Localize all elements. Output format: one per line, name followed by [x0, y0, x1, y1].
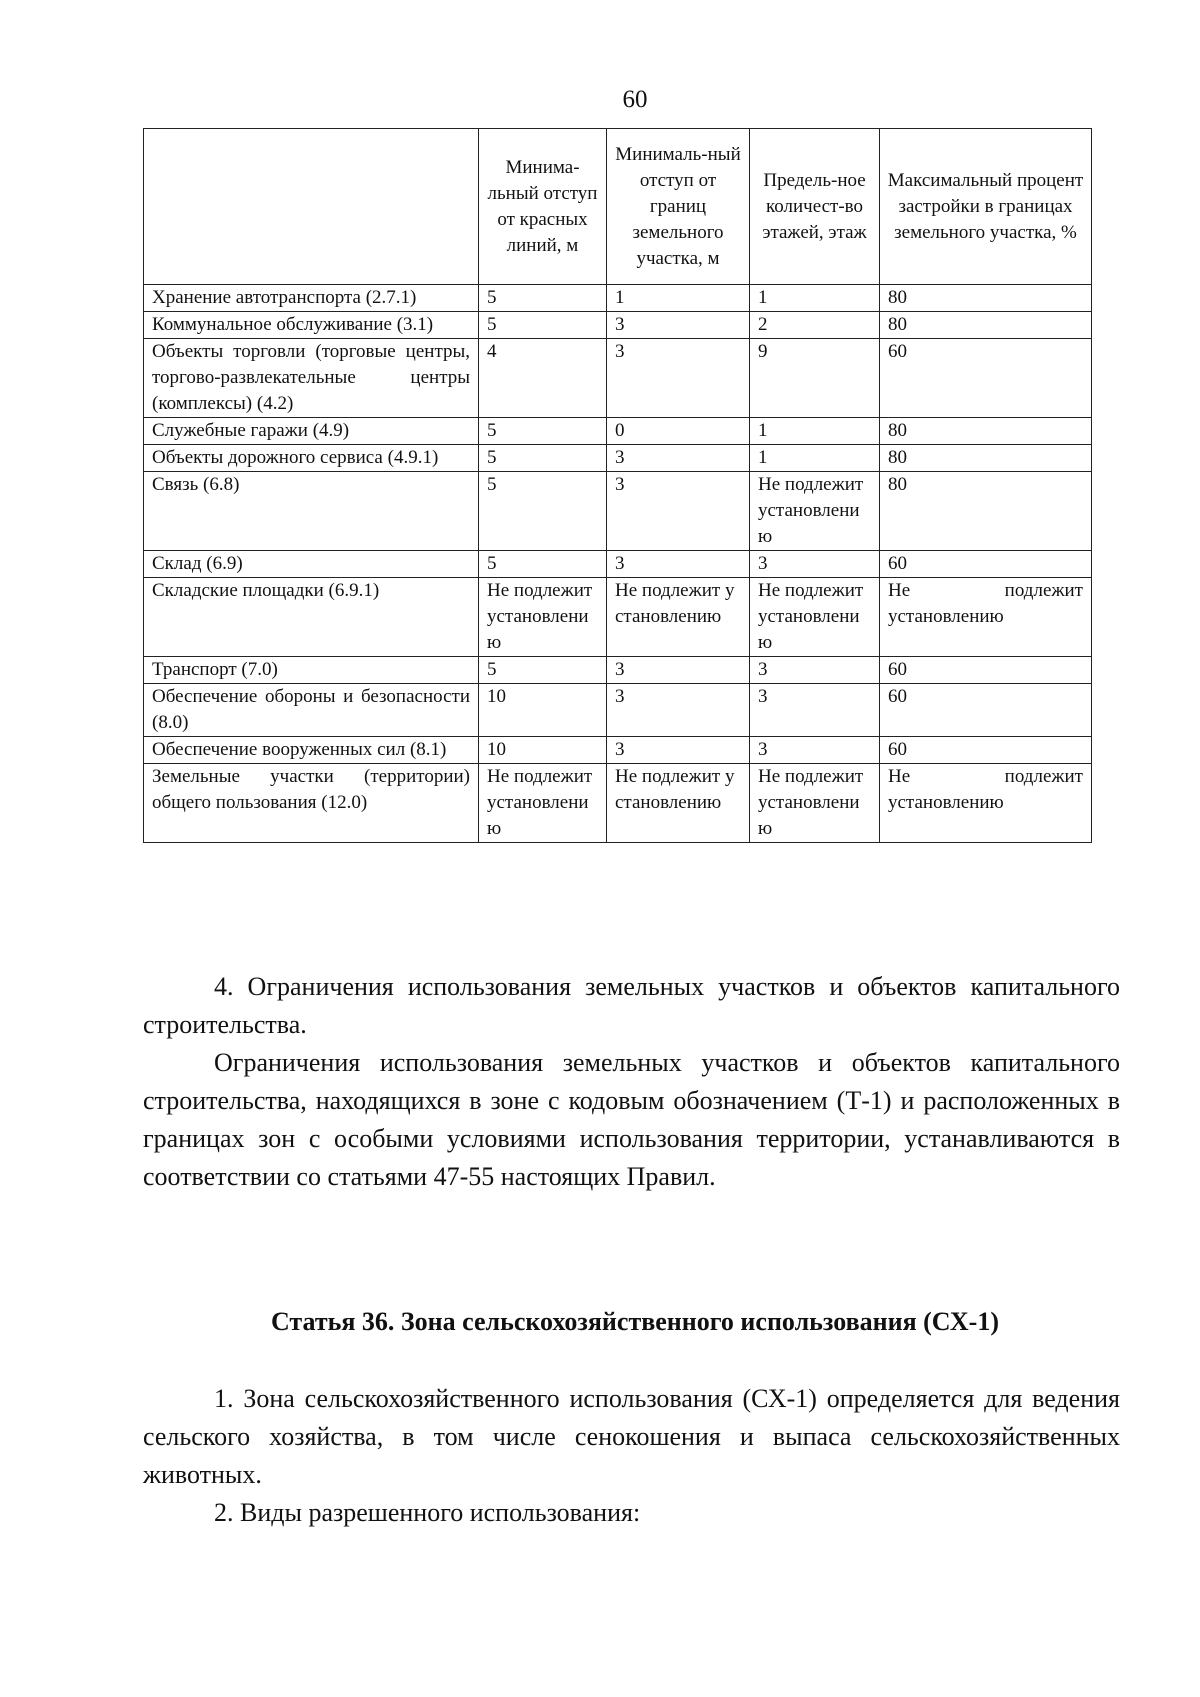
section-4-title: 4. Ограничения использования земельных участков и объектов капитального строительства.: [143, 972, 1120, 1039]
cell: 60: [880, 339, 1092, 418]
table-row: [144, 657, 1092, 684]
cell: 80: [880, 445, 1092, 472]
cell: 80: [880, 472, 1092, 551]
use-name: Обеспечение вооруженных сил (8.1): [144, 737, 479, 764]
cell: 60: [880, 551, 1092, 578]
table-row: [144, 418, 1092, 445]
table-row: [144, 764, 1092, 843]
cell: 3: [607, 684, 750, 737]
cell: 1: [750, 445, 880, 472]
cell: 2: [750, 312, 880, 339]
table-row: [144, 285, 1092, 312]
cell: 3: [607, 737, 750, 764]
use-name: Склад (6.9): [144, 551, 479, 578]
cell: 3: [750, 684, 880, 737]
use-name: Складские площадки (6.9.1): [144, 578, 479, 657]
cell: 3: [607, 657, 750, 684]
cell: 5: [479, 445, 607, 472]
table-row: [144, 684, 1092, 737]
cell: 80: [880, 285, 1092, 312]
cell: Не подлежит установлению: [750, 472, 880, 551]
article-paragraph-2: 2. Виды разрешенного использования:: [214, 1498, 641, 1527]
cell: 5: [479, 418, 607, 445]
table-row: [144, 578, 1092, 657]
header-max-coverage: Максимальный процент застройки в границах земельного участка, %: [880, 129, 1092, 285]
section-4-body: Ограничения использования земельных участков и объектов капитального строительства, находящихся в зоне с кодовым обозначением (Т-1) и расположенных в границах зон с особыми условиями использования территории, устанавливаются в соответствии со статьями 47-55 настоящих Правил.: [143, 1048, 1120, 1191]
cell: 60: [880, 737, 1092, 764]
use-name: Транспорт (7.0): [144, 657, 479, 684]
cell: 60: [880, 657, 1092, 684]
cell: 5: [479, 551, 607, 578]
cell: 1: [750, 285, 880, 312]
cell: 80: [880, 418, 1092, 445]
article-heading: Статья 36. Зона сельскохозяйственного использования (СХ-1): [271, 1307, 999, 1336]
table-row: [144, 312, 1092, 339]
use-name: Служебные гаражи (4.9): [144, 418, 479, 445]
use-name: Хранение автотранспорта (2.7.1): [144, 285, 479, 312]
use-name: Объекты дорожного сервиса (4.9.1): [144, 445, 479, 472]
cell: 3: [750, 657, 880, 684]
cell: 10: [479, 684, 607, 737]
table-row: [144, 445, 1092, 472]
header-min-setback-red-lines: Минима-льный отступ от красных линий, м: [479, 129, 607, 285]
section-4: [143, 968, 1120, 1196]
cell: Не подлежит установлению: [479, 578, 607, 657]
cell: 80: [880, 312, 1092, 339]
cell: 3: [607, 551, 750, 578]
table-row: [144, 472, 1092, 551]
cell: 10: [479, 737, 607, 764]
cell: Не подлежит установлению: [880, 578, 1092, 657]
cell: Не подлежит установлению: [479, 764, 607, 843]
use-name: Связь (6.8): [144, 472, 479, 551]
cell: Не подлежит установлению: [607, 578, 750, 657]
cell: 1: [750, 418, 880, 445]
cell: 5: [479, 285, 607, 312]
cell: 60: [880, 684, 1092, 737]
table-row: [144, 737, 1092, 764]
cell: 3: [750, 551, 880, 578]
cell: Не подлежит установлению: [750, 578, 880, 657]
use-name: Коммунальное обслуживание (3.1): [144, 312, 479, 339]
table-row: [144, 551, 1092, 578]
cell: Не подлежит установлению: [607, 764, 750, 843]
use-name: Обеспечение обороны и безопасности (8.0): [144, 684, 479, 737]
cell: 4: [479, 339, 607, 418]
cell: 5: [479, 472, 607, 551]
header-empty: [144, 129, 479, 285]
cell: 3: [607, 339, 750, 418]
use-name: Объекты торговли (торговые центры, торгово-развлекательные центры (комплексы) (4.2): [144, 339, 479, 418]
cell: 5: [479, 312, 607, 339]
cell: 3: [607, 445, 750, 472]
use-name: Земельные участки (территории) общего пользования (12.0): [144, 764, 479, 843]
cell: 5: [479, 657, 607, 684]
cell: Не подлежит установлению: [750, 764, 880, 843]
article-body: [143, 1380, 1120, 1532]
article-paragraph-1: 1. Зона сельскохозяйственного использования (СХ-1) определяется для ведения сельского хозяйства, в том числе сенокошения и выпаса сельскохозяйственных животных.: [143, 1384, 1120, 1489]
table-row: [144, 339, 1092, 418]
cell: 1: [607, 285, 750, 312]
regulation-table: [143, 128, 1092, 843]
header-max-floors: Предель-ное количест-во этажей, этаж: [750, 129, 880, 285]
header-min-setback-plot: Минималь-ный отступ от границ земельного участка, м: [607, 129, 750, 285]
cell: 3: [750, 737, 880, 764]
page-number: 60: [622, 86, 648, 113]
cell: 9: [750, 339, 880, 418]
cell: Не подлежит установлению: [880, 764, 1092, 843]
cell: 3: [607, 312, 750, 339]
table-header-row: [144, 129, 1092, 285]
cell: 0: [607, 418, 750, 445]
cell: 3: [607, 472, 750, 551]
